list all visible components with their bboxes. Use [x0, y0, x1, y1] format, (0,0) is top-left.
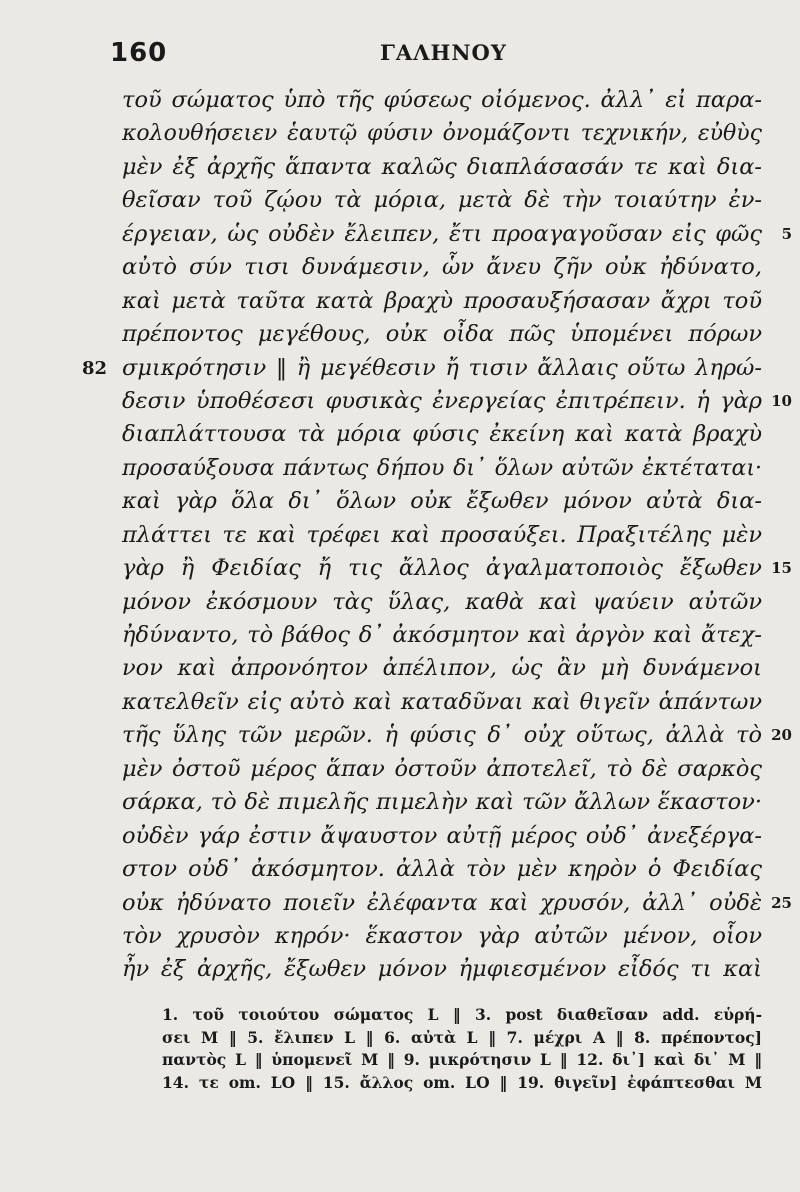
page-number: 160: [110, 38, 168, 68]
text-line-content: οὐδὲν γάρ ἐστιν ἄψαυστον αὐτῇ μέρος οὐδ᾽ ἀνεξέργα-: [122, 822, 762, 849]
text-line-content: σμικρότησιν ‖ ἢ μεγέθεσιν ἤ τισιν ἄλλαις οὕτω ληρώ-: [122, 354, 762, 381]
main-text: [82, 84, 792, 987]
text-line-content: στον οὐδ᾽ ἀκόσμητον. ἀλλὰ τὸν μὲν κηρὸν ὁ Φειδίας: [122, 856, 762, 883]
line-number: 15: [771, 559, 792, 578]
text-line-content: μόνον ἐκόσμουν τὰς ὕλας, καθὰ καὶ ψαύειν αὐτῶν: [122, 588, 762, 615]
footnote-line: παντὸς L ‖ ὑπομενεῖ M ‖ 9. μικρότησιν L ‖ 12. δι᾽] καὶ δι᾽ M ‖: [162, 1050, 762, 1069]
text-line-content: οὐκ ἠδύνατο ποιεῖν ἐλέφαντα καὶ χρυσόν, ἀλλ᾽ οὐδὲ: [122, 889, 762, 916]
text-line-content: καὶ μετὰ ταῦτα κατὰ βραχὺ προσαυξήσασαν ἄχρι τοῦ: [122, 287, 762, 314]
text-line: [122, 619, 762, 652]
text-line: [122, 753, 762, 786]
text-line: [122, 519, 762, 552]
text-line: [122, 786, 762, 819]
margin-reference: 82: [82, 357, 108, 379]
text-line: [122, 385, 792, 418]
text-line: [122, 285, 762, 318]
line-number: 10: [771, 391, 792, 410]
text-line: [122, 452, 762, 485]
text-line: [122, 184, 762, 217]
text-line-content: νον καὶ ἀπρονόητον ἀπέλιπον, ὡς ἂν μὴ δυνάμενοι: [122, 655, 762, 682]
text-line-content: θεῖσαν τοῦ ζῴου τὰ μόρια, μετὰ δὲ τὴν τοιαύτην ἐν-: [122, 187, 762, 214]
text-line-content: γὰρ ἢ Φειδίας ἤ τις ἄλλος ἀγαλματοποιὸς ἔξωθεν: [122, 555, 762, 582]
text-line-content: προσαύξουσα πάντως δήπου δι᾽ ὅλων αὐτῶν ἐκτέταται·: [122, 455, 762, 481]
text-line: [122, 820, 762, 853]
footnote-line: σει M ‖ 5. ἔλιπεν L ‖ 6. αὐτὰ L ‖ 7. μέχρι A ‖ 8. πρέποντος]: [162, 1027, 762, 1047]
text-line: [122, 719, 792, 752]
text-line-content: έργειαν, ὡς οὐδὲν ἔλειπεν, ἔτι προαγαγοῦσαν εἰς φῶς: [122, 220, 762, 247]
text-line: [122, 552, 792, 585]
text-line: [122, 853, 762, 886]
text-line-content: αὐτὸ σύν τισι δυνάμεσιν, ὧν ἄνευ ζῆν οὐκ ἠδύνατο,: [122, 254, 762, 281]
page-header: [110, 38, 760, 78]
text-line: [122, 920, 762, 953]
text-line-content: τοῦ σώματος ὑπὸ τῆς φύσεως οἰόμενος. ἀλλ᾽ εἰ παρα-: [122, 87, 762, 113]
text-line: [122, 485, 762, 518]
text-line: [122, 953, 762, 986]
text-line-content: μὲν ἐξ ἀρχῆς ἅπαντα καλῶς διαπλάσασάν τε καὶ δια-: [122, 153, 762, 180]
running-head: ΓΑΛΗΝΟΥ: [380, 40, 507, 65]
text-line-content: τὸν χρυσὸν κηρόν· ἕκαστον γὰρ αὐτῶν μένον, οἷον: [122, 922, 762, 949]
text-line-content: κολουθήσειεν ἑαυτῷ φύσιν ὀνομάζοντι τεχνικήν, εὐθὺς: [122, 121, 762, 147]
text-line: [122, 218, 792, 251]
text-line: [122, 887, 792, 920]
text-line: [122, 652, 762, 685]
text-line: [122, 151, 762, 184]
text-line: [122, 686, 762, 719]
line-number: 5: [781, 224, 792, 243]
text-line: [122, 586, 762, 619]
text-line: [122, 418, 762, 451]
text-line-content: διαπλάττουσα τὰ μόρια φύσις ἐκείνη καὶ κατὰ βραχὺ: [122, 421, 762, 448]
text-line-content: ἦν ἐξ ἀρχῆς, ἔξωθεν μόνον ἠμφιεσμένον εἶδός τι καὶ: [122, 956, 762, 983]
text-line-content: καὶ γὰρ ὅλα δι᾽ ὅλων οὐκ ἔξωθεν μόνον αὐτὰ δια-: [122, 488, 762, 515]
text-line-content: ἠδύναντο, τὸ βάθος δ᾽ ἀκόσμητον καὶ ἀργὸν καὶ ἄτεχ-: [122, 622, 762, 648]
footnote-line: 14. τε om. LO ‖ 15. ἄλλος om. LO ‖ 19. θιγεῖν] ἐφάπτεσθαι M: [162, 1072, 762, 1092]
text-line-content: πλάττει τε καὶ τρέφει καὶ προσαύξει. Πραξιτέλης μὲν: [122, 521, 762, 548]
text-line: [122, 318, 762, 351]
text-line-content: πρέποντος μεγέθους, οὐκ οἶδα πῶς ὑπομένει πόρων: [122, 321, 762, 348]
footnote-line: 1. τοῦ τοιούτου σώματος L ‖ 3. post διαθεῖσαν add. εὑρή-: [162, 1005, 762, 1024]
text-line-content: δεσιν ὑποθέσεσι φυσικὰς ἐνεργείας ἐπιτρέπειν. ἡ γὰρ: [122, 387, 762, 414]
text-line-content: μὲν ὀστοῦ μέρος ἅπαν ὀστοῦν ἀποτελεῖ, τὸ δὲ σαρκὸς: [122, 755, 762, 782]
text-line: [82, 352, 762, 385]
line-number: 25: [771, 893, 792, 912]
line-number: 20: [771, 726, 792, 745]
text-line: [122, 84, 762, 117]
text-line-content: σάρκα, τὸ δὲ πιμελῆς πιμελὴν καὶ τῶν ἄλλων ἕκαστον·: [122, 789, 762, 816]
apparatus-criticus: [162, 1004, 762, 1094]
text-line-content: κατελθεῖν εἰς αὐτὸ καὶ καταδῦναι καὶ θιγεῖν ἁπάντων: [122, 688, 762, 715]
text-line: [122, 251, 762, 284]
text-line: [122, 117, 762, 150]
text-line-content: τῆς ὕλης τῶν μερῶν. ἡ φύσις δ᾽ οὐχ οὕτως, ἀλλὰ τὸ: [122, 722, 762, 749]
